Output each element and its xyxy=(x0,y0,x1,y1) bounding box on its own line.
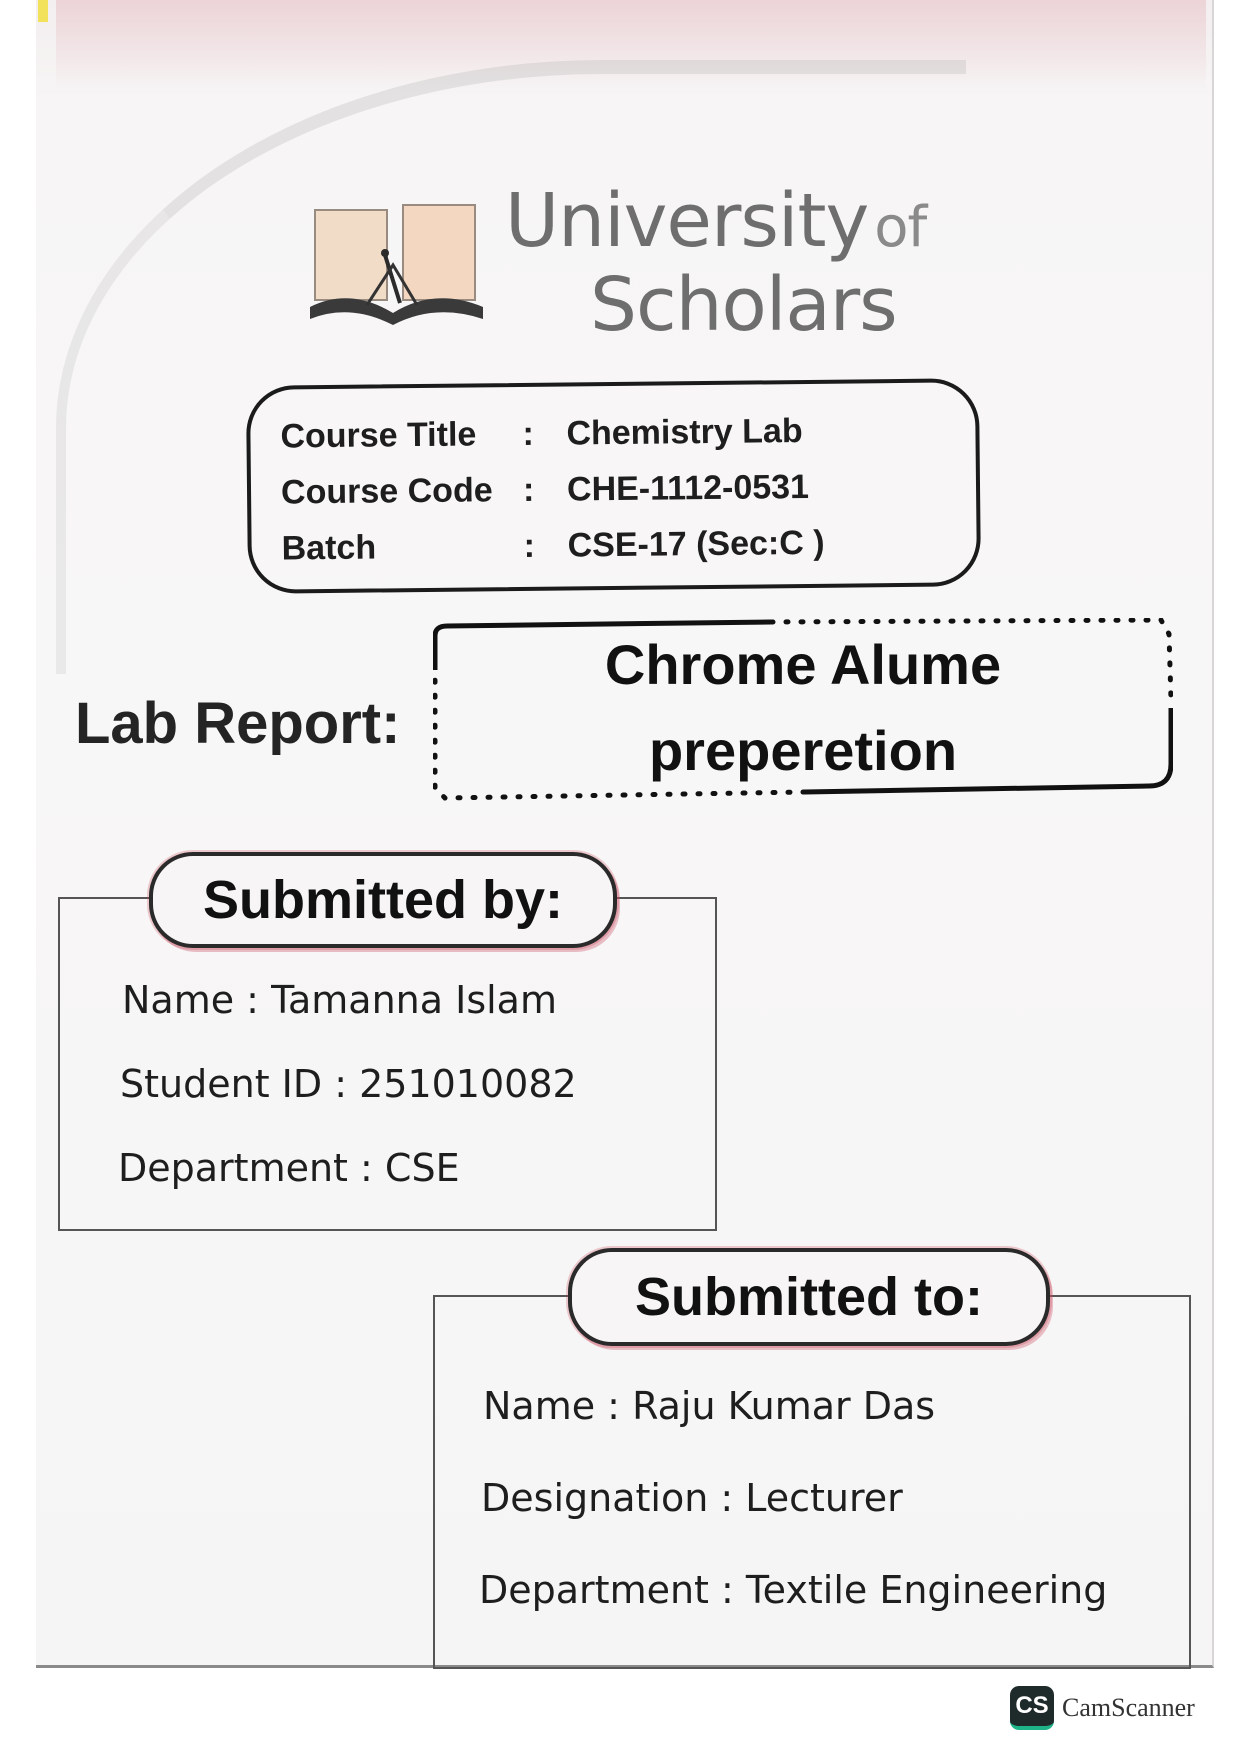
submitted-to-name: Name : Raju Kumar Das xyxy=(483,1384,936,1428)
course-title-label: Course Title xyxy=(280,415,477,456)
course-title-value: Chemistry Lab xyxy=(566,412,803,453)
lab-report-title-line1: Chrome Alume xyxy=(604,633,1002,696)
lab-report-label: Lab Report: xyxy=(75,691,401,756)
batch-row xyxy=(281,524,824,569)
submitted-to-department: Department : Textile Engineering xyxy=(479,1568,1108,1612)
course-code-value: CHE-1112-0531 xyxy=(566,467,810,509)
course-code-label: Course Code xyxy=(280,471,493,512)
camscanner-name: CamScanner xyxy=(1062,1693,1195,1722)
batch-value: CSE-17 (Sec:C ) xyxy=(567,523,825,565)
submitted-by-heading: Submitted by: xyxy=(149,852,617,948)
corner-highlight-mark xyxy=(38,0,48,22)
university-name: University xyxy=(505,178,869,264)
university-name-line1 xyxy=(505,178,926,264)
lab-report-title-line2: preperetion xyxy=(648,719,958,782)
course-title-colon: : xyxy=(522,414,534,453)
open-book-icon xyxy=(305,195,490,330)
batch-colon: : xyxy=(523,526,536,565)
submitted-by-name: Name : Tamanna Islam xyxy=(122,978,557,1022)
submitted-to-designation: Designation : Lecturer xyxy=(481,1476,903,1520)
submitted-to-heading: Submitted to: xyxy=(568,1248,1050,1346)
submitted-by-department: Department : CSE xyxy=(118,1146,460,1190)
submitted-by-student-id: Student ID : 251010082 xyxy=(120,1062,577,1106)
university-name-line2: Scholars xyxy=(590,262,897,348)
course-code-row xyxy=(281,468,809,513)
camscanner-logo-icon: CS xyxy=(1010,1686,1054,1730)
camscanner-watermark xyxy=(1010,1686,1195,1730)
course-title-row xyxy=(280,412,803,456)
university-of: of xyxy=(874,195,927,260)
batch-label: Batch xyxy=(281,528,377,568)
course-info-box xyxy=(246,378,981,594)
course-code-colon: : xyxy=(522,470,535,509)
